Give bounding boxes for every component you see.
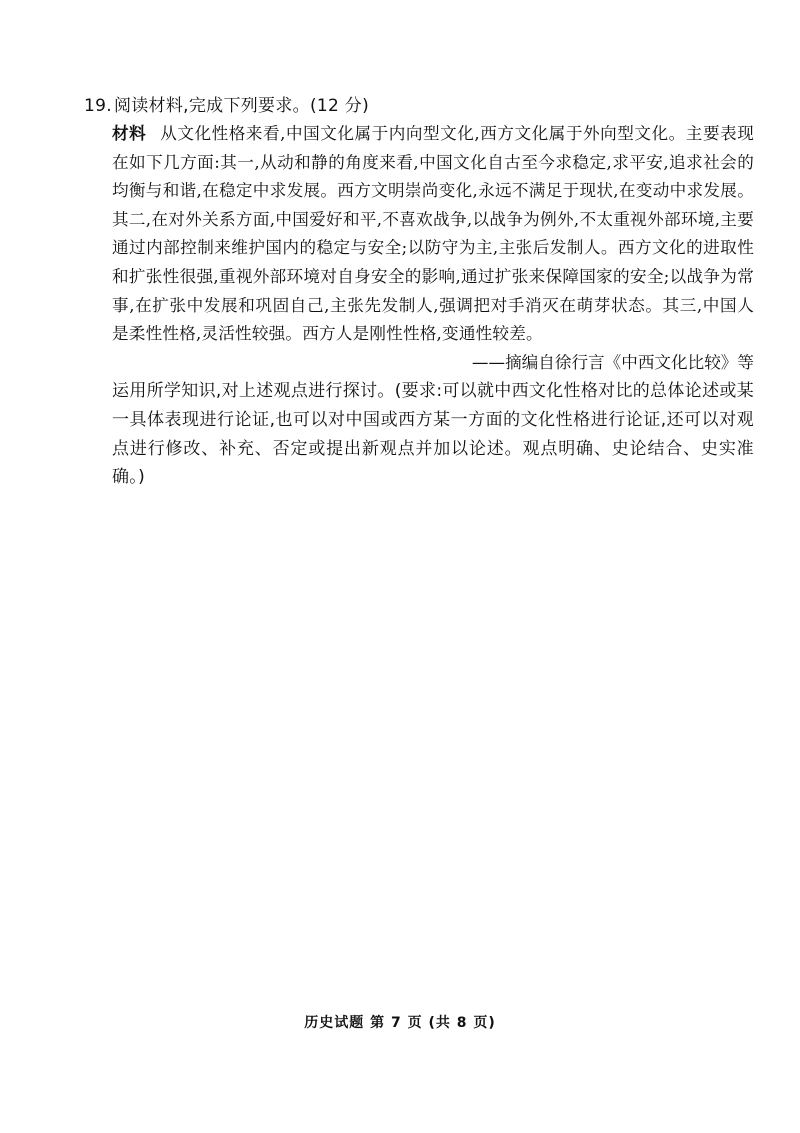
material-text: 从文化性格来看,中国文化属于内向型文化,西方文化属于外向型文化。主要表现在如下几方面:其一,从动和静的角度来看,中国文化自古至今求稳定,求平安,追求社会的均衡与和谐,在稳定中求发展。西方文明崇尚变化,永远不满足于现状,在变动中求发展。其二,在对外关系方面,中国爱好和平,不喜欢战争,以战争为例外,不太重视外部环境,主要通过内部控制来维护国内的稳定与安全;以防守为主,主张后发制人。西方文化的进取性和扩张性很强,重视外部环境对自身安全的影响,通过扩张来保障国家的安全;以战争为常事,在扩张中发展和巩固自己,主张先发制人,强调把对手消灭在萌芽状态。其三,中国人是柔性性格,灵活性较强。西方人是刚性性格,变通性较差。 [112, 124, 754, 344]
question-number: 19. [84, 96, 112, 116]
question-header [84, 92, 754, 120]
task-instructions: 运用所学知识,对上述观点进行探讨。(要求:可以就中西文化性格对比的总体论述或某一具体表现进行论证,也可以对中国或西方某一方面的文化性格进行论证,还可以对观点进行修改、补充、否定或提出新观点并加以论述。观点明确、史论结合、史实准确。) [112, 381, 754, 488]
material-source: ——摘编自徐行言《中西文化比较》等 [471, 352, 754, 372]
material-label: 材料 [112, 124, 147, 143]
material-paragraph [112, 120, 754, 349]
question-19 [84, 92, 754, 492]
page-footer: 历史试题 第 7 页 (共 8 页) [304, 1015, 496, 1031]
question-prompt: 阅读材料,完成下列要求。(12 分) [113, 96, 370, 116]
